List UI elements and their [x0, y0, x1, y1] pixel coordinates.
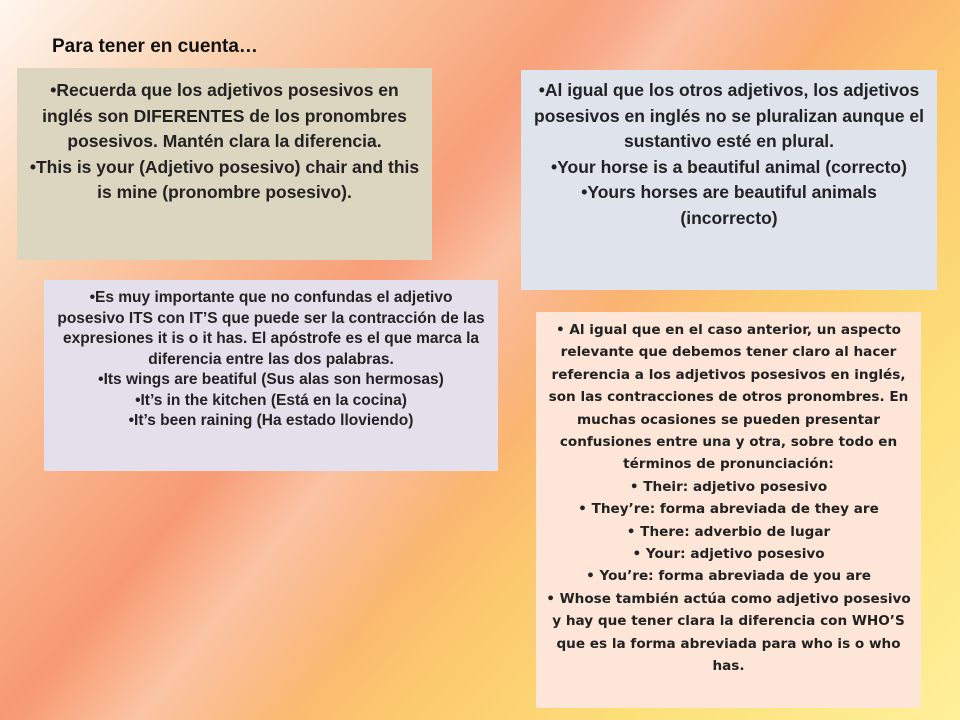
bullet-item: •Es muy importante que no confundas el adjetivo posesivo ITS con IT’S que puede ser la contracción de las expresiones it is o it has. El apóstrofe es el que marca la diferencia entre las dos palabras.: [57, 289, 485, 368]
bullet-item: • Whose también actúa como adjetivo posesivo y hay que tener clara la diferencia con WHO’S que es la forma abreviada para who is o who has.: [546, 590, 911, 675]
bullet-item: • You’re: forma abreviada de you are: [586, 568, 871, 585]
note-box-contracciones: [536, 312, 921, 708]
bullet-item: • They’re: forma abreviada de they are: [578, 501, 879, 518]
note-box-no-plural: [521, 70, 937, 290]
bullet-item: •Yours horses are beautiful animals (incorrecto): [581, 182, 877, 228]
note-box-posesivos-vs-pronombres: [17, 68, 432, 260]
slide-title: Para tener en cuenta…: [52, 36, 258, 57]
bullet-item: •Your horse is a beautiful animal (correcto): [551, 156, 907, 177]
bullet-item: •Recuerda que los adjetivos posesivos en inglés son DIFERENTES de los pronombres posesivos. Mantén clara la diferencia.: [42, 80, 407, 151]
note-box-its-vs-its-contraction: [44, 280, 498, 471]
bullet-item: •It’s in the kitchen (Está en la cocina): [135, 391, 407, 409]
bullet-item: • Your: adjetivo posesivo: [632, 546, 825, 563]
bullet-item: • Al igual que en el caso anterior, un aspecto relevante que debemos tener claro al hacer referencia a los adjetivos posesivos en inglés, son las contracciones de otros pronombres. En muchas ocasiones se pueden presentar confusiones entre una y otra, sobre todo en términos de pronunciación:: [548, 322, 909, 473]
bullet-item: •Al igual que los otros adjetivos, los adjetivos posesivos en inglés no se pluralizan aunque el sustantivo esté en plural.: [534, 80, 924, 151]
bullet-item: • Their: adjetivo posesivo: [629, 478, 828, 495]
bullet-item: •Its wings are beatiful (Sus alas son hermosas): [98, 371, 444, 388]
bullet-item: • There: adverbio de lugar: [626, 523, 831, 540]
bullet-item: •It’s been raining (Ha estado lloviendo): [128, 412, 414, 429]
bullet-item: •This is your (Adjetivo posesivo) chair and this is mine (pronombre posesivo).: [29, 156, 420, 202]
